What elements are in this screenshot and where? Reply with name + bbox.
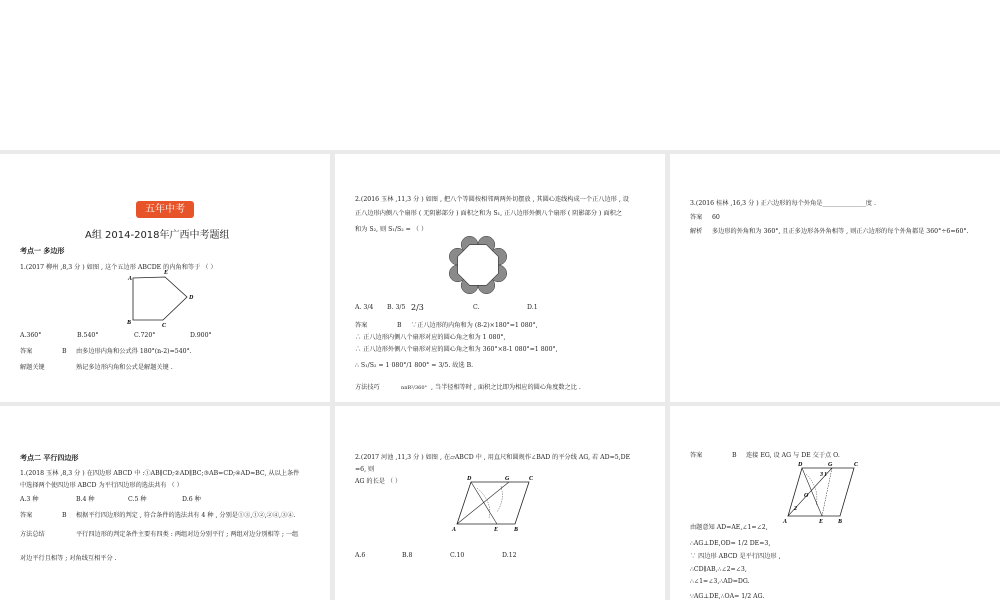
answer-value: B [62,512,67,519]
label-3: 3 [820,472,823,478]
slide-panel-2[interactable] [335,154,665,402]
slide-panel-5[interactable] [335,406,665,600]
badge-five-year-exam: 五年中考 [136,201,194,218]
key-point-text: 熟记多边形内角和公式是解题关键 . [76,364,173,371]
option-c: C.720° [134,332,156,339]
label-B: B [838,519,843,524]
section-heading-polygons: 考点一 多边形 [20,247,65,255]
option-d: D.900° [190,332,212,339]
option-d: D.1 [527,304,538,311]
key-point-label: 解题关键 [20,364,45,371]
answer-line-4: ∴ S₁/S₂ = 1 080°/1 800° = 3/5. 故选 B. [355,362,474,369]
question-3: 3.(2016 桂林 ,16,3 分 ) 正六边形的每个外角是______________度 . [690,200,876,207]
method-text: , 当半径相等时 , 面积之比即为相应的圆心角度数之比 . [431,384,581,391]
question-2-line-1: 2.(2017 河池 ,11,3 分 ) 如图 , 在▱ABCD 中 , 用直尺和圆规作∠BAD 的平分线 AG, 若 AD=5,DE [355,454,631,461]
answer-label: 答案 [355,322,368,329]
pentagon-figure [120,270,200,328]
option-a: A. 3/4 [355,304,374,311]
solution-line-4: ∴CD∥AB,∴∠2=∠3, [690,566,747,573]
label-A: A [783,519,788,524]
answer-value: B [732,452,737,459]
solution-line-6: ∵AG⊥DE,∴OA= 1/2 AG. [690,593,765,600]
answer-value: 60 [712,214,720,221]
answer-label: 答案 [690,214,703,221]
label-D: D [467,476,472,482]
answer-text: 连接 EG, 设 AG 与 DE 交于点 O. [746,452,840,459]
option-c: C.5 种 [128,496,147,503]
parallelogram-figure [449,472,539,534]
label-A: A [128,276,133,282]
label-D: D [189,295,194,301]
answer-line-3: ∴ 正八边形外侧八个扇形对应的圆心角之和为 360°×8-1 080°=1 800°, [355,346,558,353]
answer-text: 由多边形内角和公式得 180°(n-2)=540°. [76,348,192,355]
label-G: G [828,462,833,468]
parallelogram-solution-figure [782,460,862,524]
option-b-alt: 2/3 [411,303,424,312]
question-2-line-3: 和为 S₂, 则 S₁/S₂ = （ ） [355,226,428,233]
option-d: D.12 [502,552,517,559]
label-A: A [452,527,457,533]
label-1: 1 [824,472,827,478]
label-E: E [819,519,824,524]
label-2: 2 [794,506,797,512]
octagon [458,245,499,286]
solution-text: 多边形的外角和为 360°, 且正多边形各外角相等 , 则正六边形的每个外角都是 360°÷6=60°. [712,228,969,235]
label-C: C [529,476,534,482]
label-B: B [514,527,519,533]
option-b: B.8 [402,552,413,559]
label-D: D [798,462,803,468]
label-B: B [127,320,132,326]
label-C: C [162,323,167,328]
option-b: B. 3/5 [387,304,406,311]
solution-line-3: ∵ 四边形 ABCD 是平行四边形 , [690,553,781,560]
answer-value: B [62,348,67,355]
slide-panel-1[interactable] [0,154,330,402]
question-2-line-2: =6, 则 [355,466,375,473]
option-b: B.4 种 [76,496,95,503]
option-b: B.540° [77,332,99,339]
question-1-line-2: 中选择两个使四边形 ABCD 为平行四边形的选法共有 （ ） [20,482,183,489]
section-heading-parallelogram: 考点二 平行四边形 [20,454,79,462]
answer-line-2: ∴ 正八边形内侧八个扇形对应的圆心角之和为 1 080°, [355,334,506,341]
answer-label: 答案 [690,452,703,459]
question-2-line-3: AG 的长是 （ ） [355,478,402,485]
label-G: G [505,476,510,482]
answer-text: 根据平行四边形的判定 , 符合条件的选法共有 4 种 , 分别是①③,①②,②④,③④. [76,512,296,519]
slide-panel-3[interactable] [670,154,1000,402]
question-2-line-1: 2.(2016 玉林 ,11,3 分 ) 如图 , 把八个等圆按相邻两两外切摆放 , 其圆心连线构成一个正八边形 , 设 [355,196,629,203]
eight-circles-figure [443,232,513,298]
slide-panel-4[interactable] [0,406,330,600]
answer-label: 答案 [20,512,33,519]
group-title: A组 2014-2018年广西中考题组 [85,230,230,241]
method-summary-line-1: 平行四边形的判定条件主要有四类 : 两组对边分别平行 ; 两组对边分别相等 ; 一组 [76,531,299,538]
option-c: C. [473,304,480,311]
question-2-line-2: 正八边形内侧八个扇形 ( 无阴影部分 ) 面积之和为 S₁, 正八边形外侧八个扇形 ( 阴影部分 ) 面积之 [355,210,622,217]
answer-line-1: ∵正八边形的内角和为 (8-2)×180°=1 080°, [411,322,538,329]
label-E: E [164,270,169,276]
label-C: C [854,462,859,468]
solution-line-1: 由题意知 AD=AE,∠1=∠2, [690,524,768,531]
option-c: C.10 [450,552,465,559]
top-blank-area [0,0,1000,150]
label-O: O [804,493,809,499]
solution-line-5: ∴∠1=∠3,∴AD=DG. [690,578,750,585]
label-E: E [494,527,499,533]
question-1-line-1: 1.(2018 玉林 ,8,3 分 ) 在四边形 ABCD 中 :①AB∥CD;②AD∥BC;③AB=CD;④AD=BC, 从以上条件 [20,470,300,477]
slide-panel-6[interactable] [670,406,1000,600]
solution-line-2: ∴AG⊥DE,OD= 1/2 DE=3, [690,540,771,547]
option-a: A.3 种 [20,496,39,503]
method-summary-line-2: 对边平行且相等 ; 对角线互相平分 . [20,555,117,562]
question-1: 1.(2017 柳州 ,8,3 分 ) 如图 , 这个五边形 ABCDE 的内角和等于 （ ） [20,264,217,271]
answer-label: 答案 [20,348,33,355]
option-a: A.360° [20,332,42,339]
method-summary-label: 方法总结 [20,531,45,538]
answer-value: B [397,322,402,329]
solution-label: 解析 [690,228,703,235]
method-formula: nπR²/360° [401,385,428,391]
option-a: A.6 [355,552,366,559]
option-d: D.6 种 [182,496,201,503]
method-label: 方法技巧 [355,384,380,391]
